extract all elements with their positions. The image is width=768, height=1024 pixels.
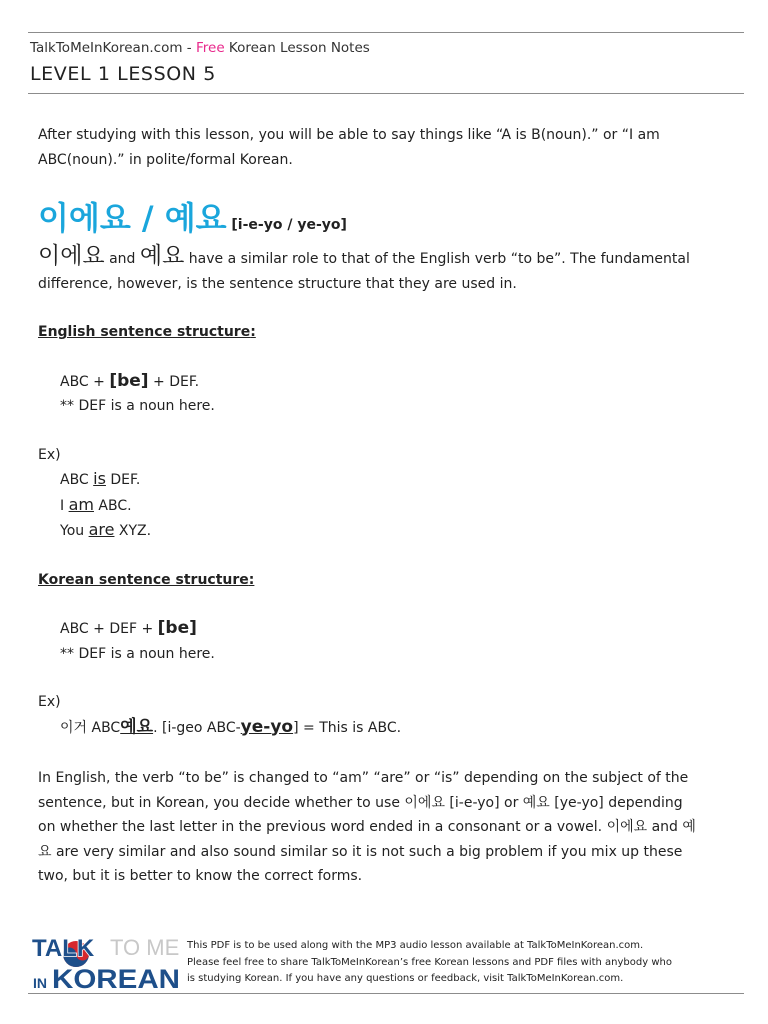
logo-in: IN (33, 975, 47, 991)
closing-line: In English, the verb “to be” is changed to “am” “are” or “is” depending on the subject of the (38, 770, 689, 786)
closing-line: sentence, but in Korean, you decide whether to use 이에요 [i-e-yo] or 예요 [ye-yo] depending (38, 794, 683, 811)
intro-line: After studying with this lesson, you will be able to say things like “A is B(noun).” or “I am (38, 127, 660, 143)
footer-line: This PDF is to be used along with the MP3 audio lesson available at TalkToMeInKorean.com. (187, 940, 644, 951)
example-row (38, 518, 728, 544)
korean-example-row (38, 715, 728, 741)
grammar-heading (38, 195, 728, 241)
example-row (38, 467, 728, 493)
ieyo-word: 이에요 (38, 243, 105, 269)
talktomeinkorean-logo (30, 931, 182, 991)
be-tag: [be] (109, 370, 149, 391)
example-text: I (60, 497, 69, 514)
closing-line: 요 are very similar and also sound similar so it is not such a big problem if you mix up these (38, 843, 683, 860)
english-structure-label: English sentence structure (38, 324, 251, 340)
logo-to-me: TO ME (110, 935, 180, 960)
colon: : (248, 571, 255, 588)
intro-line: ABC(noun).” in polite/formal Korean. (38, 151, 293, 168)
header-rule (28, 93, 744, 94)
colon: : (250, 324, 256, 340)
explanation-paragraph (38, 244, 728, 296)
example-korean: 이거 ABC (60, 719, 121, 736)
explanation-line: difference, however, is the sentence structure that they are used in. (38, 275, 517, 292)
korean-example-label: Ex) (38, 694, 61, 710)
site-tagline (30, 40, 370, 56)
example-row (38, 493, 728, 519)
example-text: XYZ. (114, 523, 152, 539)
korean-structure-label: Korean sentence structure (38, 571, 249, 588)
grammar-romanization: [i-e-yo / ye-yo] (226, 217, 347, 233)
explanation-rest: have a similar role to that of the English verb “to be”. The fundamental (184, 251, 690, 267)
example-romanization: . [i-geo ABC- (153, 719, 241, 736)
lesson-notes-label: Korean Lesson Notes (224, 40, 370, 56)
example-text: DEF. (105, 472, 141, 488)
example-text: ABC (60, 472, 94, 488)
english-note: ** DEF is a noun here. (60, 398, 215, 414)
site-name: TalkToMeInKorean.com (30, 40, 183, 56)
example-text: You (60, 523, 89, 539)
verb-is: is (93, 469, 106, 488)
verb-are: are (88, 520, 115, 539)
be-tag: [be] (157, 618, 197, 638)
formula-part: ABC + DEF + (60, 621, 158, 637)
english-formula (38, 369, 728, 395)
footer-notice (187, 938, 672, 988)
grammar-korean: 이에요 / 예요 (38, 199, 227, 237)
english-structure-heading (38, 320, 728, 345)
korean-structure-heading (38, 568, 728, 593)
explanation-line (38, 244, 728, 272)
yeyo-romanized-ending: ye-yo (240, 716, 294, 737)
footer (30, 931, 744, 991)
yeyo-ending: 예요 (120, 716, 154, 737)
lesson-title: LEVEL 1 LESSON 5 (30, 63, 216, 85)
korean-note: ** DEF is a noun here. (60, 645, 215, 662)
formula-part: + DEF. (148, 373, 200, 390)
logo-korean: KOREAN (52, 964, 180, 991)
english-example-label: Ex) (38, 446, 61, 463)
footer-line: Please feel free to share TalkToMeInKorean’s free Korean lessons and PDF files with anybody who (187, 956, 672, 968)
closing-line: two, but it is better to know the correct forms. (38, 868, 363, 884)
formula-part: ABC + (60, 373, 110, 390)
korean-formula (38, 616, 728, 642)
example-text: ABC. (93, 497, 132, 514)
example-translation: ] = This is ABC. (293, 719, 402, 736)
separator: - (182, 40, 196, 56)
closing-paragraph (38, 766, 728, 889)
free-label: Free (195, 40, 225, 56)
footer-line: is studying Korean. If you have any questions or feedback, visit TalkToMeInKorean.com. (187, 973, 624, 984)
yeyo-word: 예요 (139, 243, 185, 269)
intro-paragraph (38, 123, 728, 172)
top-rule (28, 32, 744, 33)
closing-line: on whether the last letter in the previous word ended in a consonant or a vowel. 이에요 and 예 (38, 819, 696, 835)
verb-am: am (68, 494, 94, 514)
lesson-content (38, 123, 728, 889)
and-word: and (104, 251, 140, 267)
logo-talk: TALK (32, 935, 95, 962)
bottom-rule (28, 993, 744, 994)
